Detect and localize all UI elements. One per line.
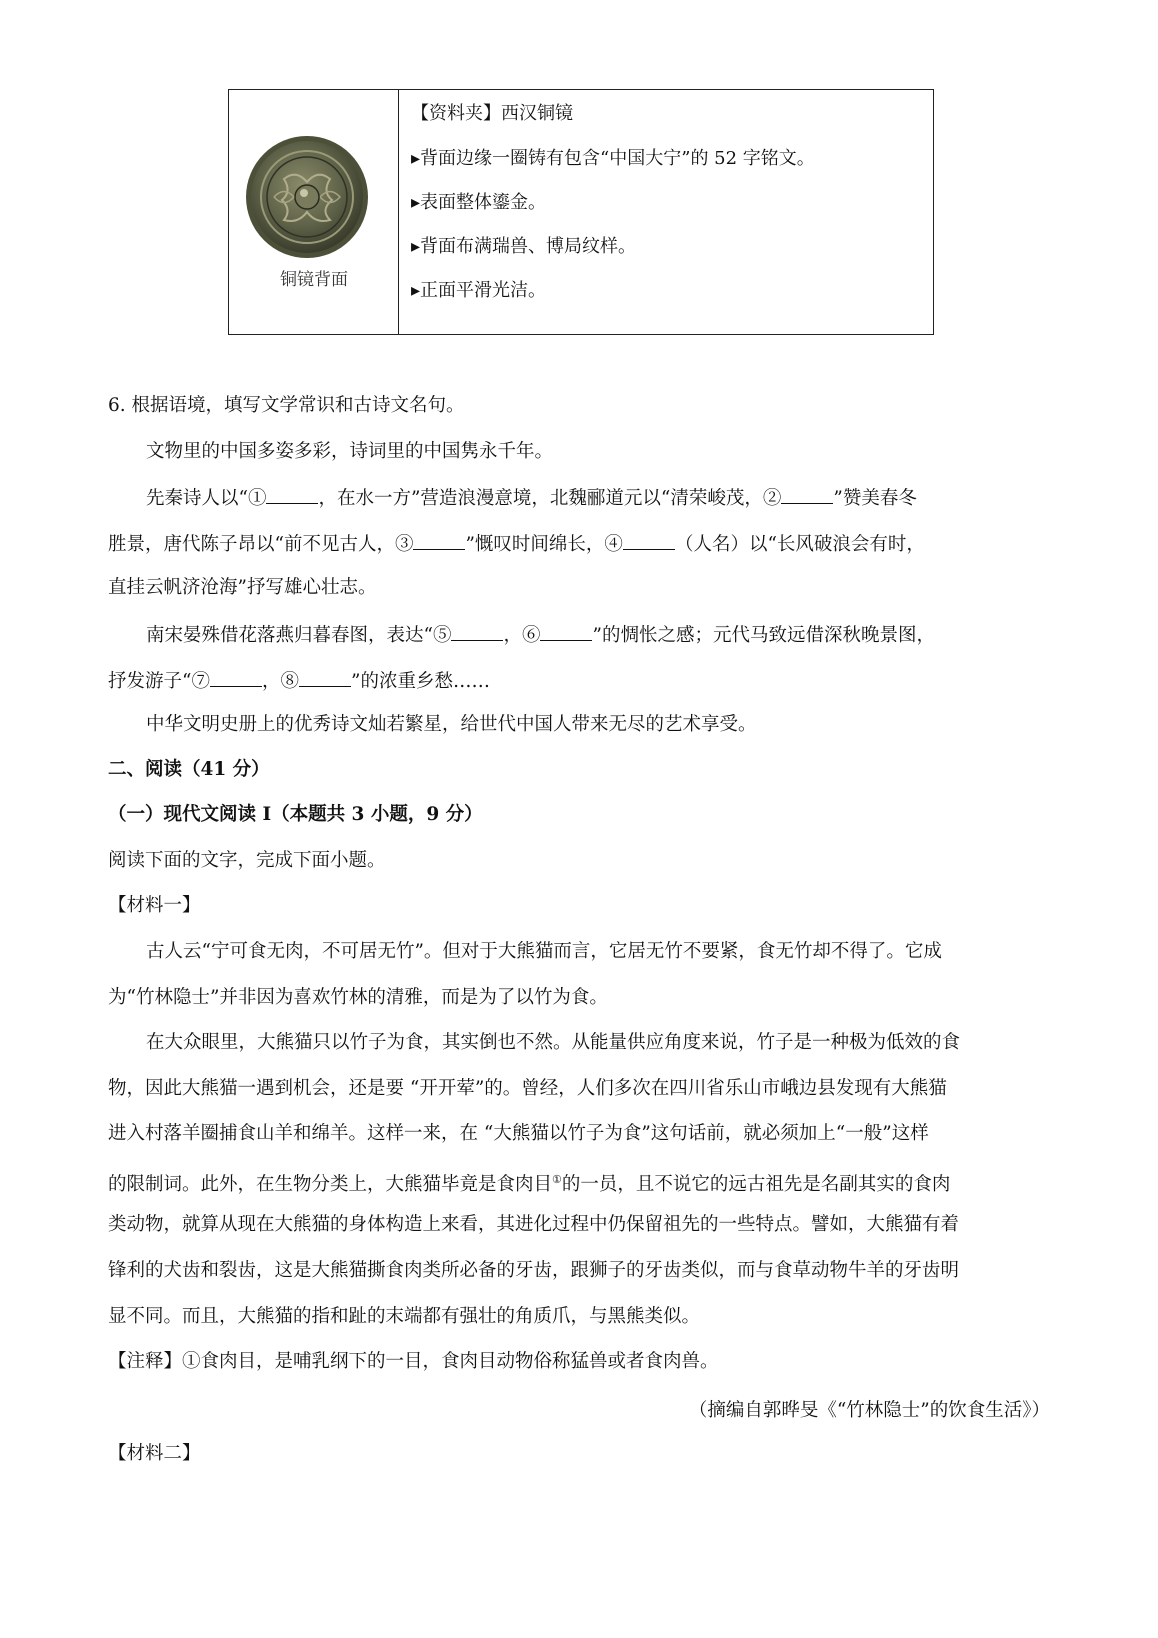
q6-paragraph-3-line-2: 抒发游子“⑦ ，⑧ ”的浓重乡愁……: [108, 668, 490, 694]
q6-paragraph-2-line-2: 胜景，唐代陈子昂以“前不见古人，③ ”慨叹时间绵长，④ （人名）以“长风破浪会有时，: [108, 531, 925, 557]
answer-blank-4[interactable]: [623, 531, 675, 550]
bullet-marker-icon: ▸: [411, 236, 421, 257]
material-2-label: 【材料二】: [108, 1443, 201, 1464]
q6-paragraph-2-line-1: 先秦诗人以“① ，在水一方”营造浪漫意境，北魏郦道元以“清荣峻茂，② ”赞美春冬: [146, 485, 917, 511]
material-1-line: 古人云“宁可食无肉，不可居无竹”。但对于大熊猫而言，它居无竹不要紧，食无竹却不得了。它成: [146, 941, 942, 962]
material-1-line: 在大众眼里，大熊猫只以竹子为食，其实倒也不然。从能量供应角度来说，竹子是一种极为低效的食: [146, 1032, 961, 1053]
question-6-stem: 6. 根据语境，填写文学常识和古诗文名句。: [108, 395, 465, 416]
bronze-mirror-image: [244, 134, 370, 260]
reading-instruction: 阅读下面的文字，完成下面小题。: [108, 850, 386, 871]
info-bullet: ▸背面布满瑞兽、博局纹样。: [411, 236, 637, 257]
answer-blank-3[interactable]: [413, 531, 465, 550]
answer-blank-2[interactable]: [781, 485, 833, 504]
material-1-line: 类动物，就算从现在大熊猫的身体构造上来看，其进化过程中仍保留祖先的一些特点。譬如，大熊猫有着: [108, 1214, 960, 1235]
q6-paragraph-4: 中华文明史册上的优秀诗文灿若繁星，给世代中国人带来无尽的艺术享受。: [146, 714, 757, 735]
bullet-marker-icon: ▸: [411, 148, 421, 169]
q6-paragraph-2-line-3: 直挂云帆济沧海”抒写雄心壮志。: [108, 577, 377, 598]
answer-blank-1[interactable]: [266, 485, 318, 504]
source-citation: （摘编自郭晔旻《“竹林隐士”的饮食生活》）: [688, 1400, 1050, 1421]
image-caption: 铜镜背面: [280, 270, 348, 290]
info-bullet: ▸表面整体鎏金。: [411, 192, 547, 213]
info-bullet: ▸正面平滑光洁。: [411, 280, 547, 301]
material-1-line: 显不同。而且，大熊猫的指和趾的末端都有强壮的角质爪，与黑熊类似。: [108, 1306, 701, 1327]
info-box-text-cell: [399, 90, 933, 334]
sub-section-heading: （一）现代文阅读 I（本题共 3 小题，9 分）: [108, 804, 483, 825]
footnote: 【注释】①食肉目，是哺乳纲下的一目，食肉目动物俗称猛兽或者食肉兽。: [108, 1351, 719, 1372]
answer-blank-8[interactable]: [299, 668, 351, 687]
material-1-line: 进入村落羊圈捕食山羊和绵羊。这样一来，在 “大熊猫以竹子为食”这句话前，就必须加上“一般”这样: [108, 1123, 929, 1144]
bullet-marker-icon: ▸: [411, 192, 421, 213]
material-1-line: 锋利的犬齿和裂齿，这是大熊猫撕食肉类所必备的牙齿，跟狮子的牙齿类似，而与食草动物牛羊的牙齿明: [108, 1260, 960, 1281]
material-1-line: 为“竹林隐士”并非因为喜欢竹林的清雅，而是为了以竹为食。: [108, 987, 608, 1008]
info-box-table: [228, 89, 934, 335]
material-1-label: 【材料一】: [108, 895, 201, 916]
info-box-image-cell: [229, 90, 399, 334]
section-heading: 二、阅读（41 分）: [108, 759, 270, 780]
answer-blank-5[interactable]: [451, 622, 503, 641]
answer-blank-6[interactable]: [540, 622, 592, 641]
footnote-marker[interactable]: ①: [552, 1173, 562, 1186]
q6-paragraph-3-line-1: 南宋晏殊借花落燕归暮春图，表达“⑤ ，⑥ ”的惆怅之感；元代马致远借深秋晚景图，: [146, 622, 935, 648]
bullet-marker-icon: ▸: [411, 280, 421, 301]
answer-blank-7[interactable]: [210, 668, 262, 687]
info-bullet: ▸背面边缘一圈铸有包含“中国大宁”的 52 字铭文。: [411, 148, 815, 169]
material-1-line: 的限制词。此外，在生物分类上，大熊猫毕竟是食肉目①的一员，且不说它的远古祖先是名副其实的食肉: [108, 1173, 951, 1196]
material-1-line: 物，因此大熊猫一遇到机会，还是要 “开开荤”的。曾经，人们多次在四川省乐山市峨边县发现有大熊猫: [108, 1078, 947, 1099]
q6-paragraph-1: 文物里的中国多姿多彩，诗词里的中国隽永千年。: [146, 441, 554, 462]
info-box-title: 【资料夹】西汉铜镜: [411, 103, 573, 124]
